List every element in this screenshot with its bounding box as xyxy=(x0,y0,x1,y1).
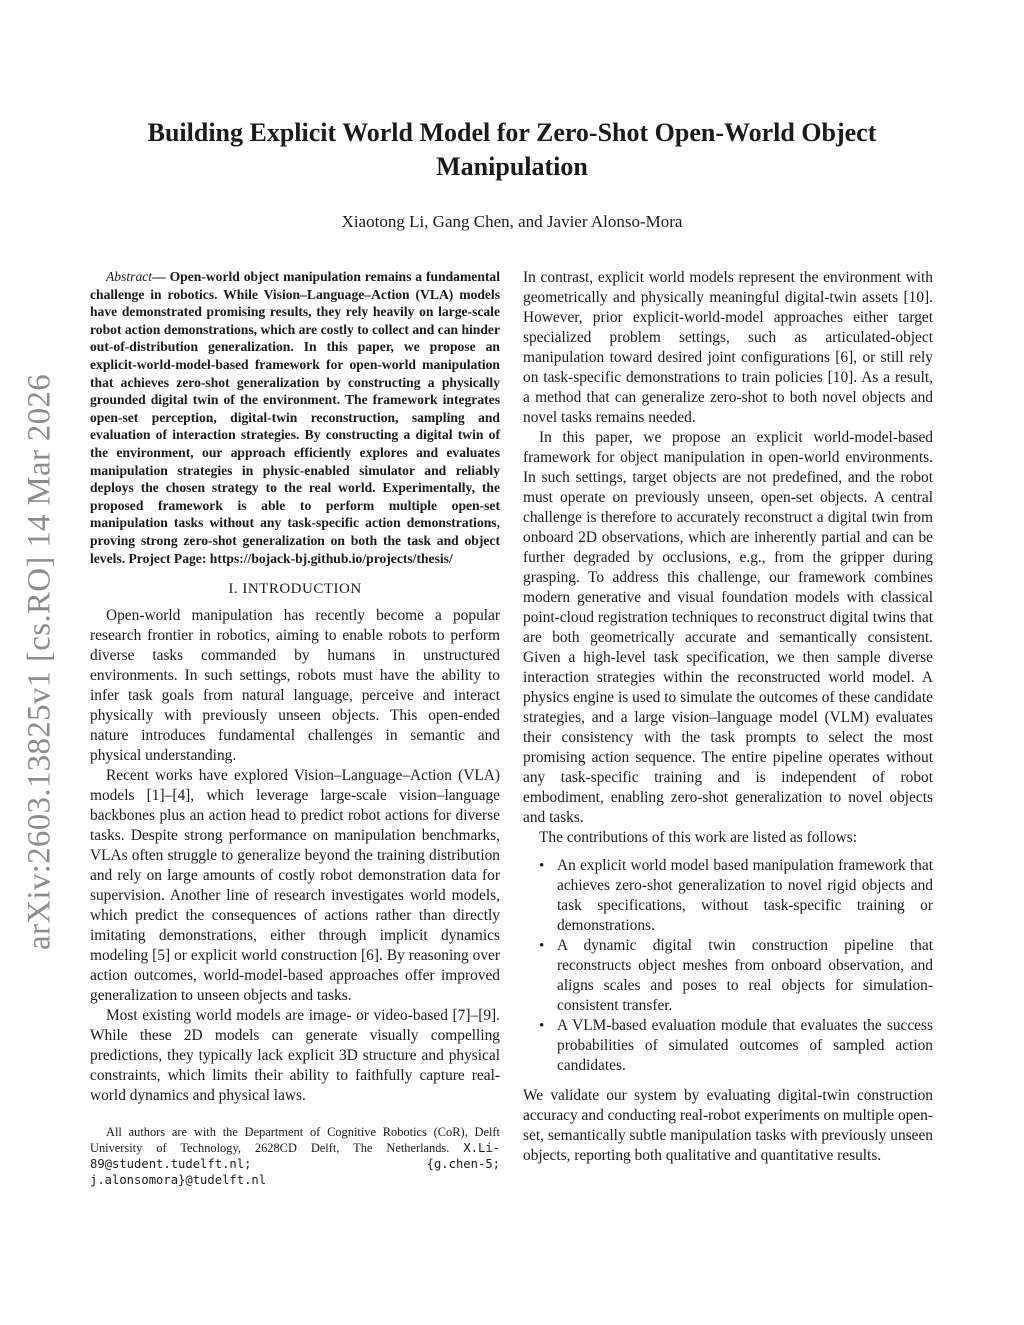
contribution-item xyxy=(523,856,933,936)
left-column xyxy=(90,268,500,1188)
right-paragraph-2: In this paper, we propose an explicit world-model-based framework for object manipulation in open-world environments. In such settings, target objects are not predefined, and the robot must operate on previously unseen, open-set objects. A central challenge is therefore to accurately reconstruct a digital twin from onboard 2D observations, which are inherently partial and can be further degraded by occlusions, e.g., from the gripper during grasping. To address this challenge, our framework combines modern generative and visual foundation models with classical point-cloud registration techniques to reconstruct digital twins that are both geometrically accurate and semantically consistent. Given a high-level task specification, we then sample diverse interaction strategies within the reconstructed world model. A physics engine is used to simulate the outcomes of these candidate strategies, and a large vision–language model (VLM) evaluates their consistency with the task prompts to select the most promising action sequence. The entire pipeline operates without any task-specific training and is independent of robot embodiment, enabling zero-shot generalization to novel objects and tasks. xyxy=(523,429,933,826)
abstract xyxy=(90,268,500,567)
contributions-intro: The contributions of this work are listed as follows: xyxy=(539,829,858,846)
author-list: Xiaotong Li, Gang Chen, and Javier Alonso-Mora xyxy=(341,212,683,231)
bullet-icon: • xyxy=(539,1018,545,1034)
paper-title xyxy=(100,116,924,184)
contribution-item xyxy=(523,936,933,1016)
contribution-item xyxy=(523,1016,933,1076)
right-paragraph-1: In contrast, explicit world models represent the environment with geometrically and physically meaningful digital-twin assets [10]. However, prior explicit-world-model approaches either target specialized problem settings, such as articulated-object manipulation toward desired joint configurations [6], or still rely on task-specific demonstrations to train policies [10]. As a result, a method that can generalize zero-shot to both novel objects and novel tasks remains needed. xyxy=(523,269,933,426)
contributions-list xyxy=(523,856,933,1076)
closing-paragraph: We validate our system by evaluating digital-twin construction accuracy and conducting real-robot experiments on multiple open-set, semantically subtle manipulation tasks with previously unseen objects, reporting both qualitative and quantitative results. xyxy=(523,1087,933,1164)
abstract-text: Open-world object manipulation remains a fundamental challenge in robotics. While Vision–Language–Action (VLA) models have demonstrated promising results, they rely heavily on large-scale robot action demonstrations, which are costly to collect and can hinder out-of-distribution generalization. In this paper, we propose an explicit-world-model-based framework for open-world manipulation that achieves zero-shot generalization by constructing a physically grounded digital twin of the environment. The framework integrates open-set perception, digital-twin reconstruction, sampling and evaluation of interaction strategies. By constructing a digital twin of the environment, our approach efficiently explores and evaluates manipulation strategies in physic-enabled simulator and reliably deploys the chosen strategy to the real world. Experimentally, the proposed framework is able to perform multiple open-set manipulation tasks without any task-specific action demonstrations, proving strong zero-shot generalization on both the task and object levels. Project Page: https://bojack-bj.github.io/projects/thesis/ xyxy=(90,269,500,566)
bullet-icon: • xyxy=(539,938,545,954)
footnote-emails: X.Li-89@student.tudelft.nl; {g.chen-5; j.alonsomora}@tudelft.nl xyxy=(90,1141,500,1188)
contribution-text: A VLM-based evaluation module that evaluates the success probabilities of simulated outcomes of sampled action candidates. xyxy=(557,1017,933,1074)
intro-paragraph-2: Recent works have explored Vision–Language–Action (VLA) models [1]–[4], which leverage large-scale vision–language backbones plus an action head to predict robot actions for diverse tasks. Despite strong performance on manipulation benchmarks, VLAs often struggle to generalize beyond the training distribution and rely on large amounts of costly robot demonstration data for supervision. Another line of research investigates world models, which predict the consequences of actions rather than directly imitating demonstrations, either through implicit dynamics modeling [5] or explicit world construction [6]. By reasoning over action outcomes, world-model-based approaches offer improved generalization to unseen objects and tasks. xyxy=(90,767,500,1005)
section-title-rest: NTRODUCTION xyxy=(247,581,362,598)
footnote-text: All authors are with the Department of Cognitive Robotics (CoR), Delft University of Technology, 2628CD Delft, The Netherlands. xyxy=(90,1125,500,1156)
bullet-icon: • xyxy=(539,858,545,874)
intro-paragraph-3: Most existing world models are image- or video-based [7]–[9]. While these 2D models can generate visually compelling predictions, they typically lack explicit 3D structure and physical constraints, which limits their ability to faithfully capture real-world dynamics and physical laws. xyxy=(90,1007,500,1105)
contribution-text: A dynamic digital twin construction pipeline that reconstructs object meshes from onboard observation, and aligns scales and poses to real objects for simulation-consistent transfer. xyxy=(557,937,933,1014)
abstract-label: Abstract xyxy=(106,269,153,284)
section-title-initial: I xyxy=(242,581,248,598)
intro-paragraph-1: Open-world manipulation has recently become a popular research frontier in robotics, aiming to enable robots to perform diverse tasks commanded by humans in unstructured environments. In such settings, robots must have the ability to infer task goals from natural language, perceive and interact physically with previously unseen objects. This open-ended nature introduces fundamental challenges in semantic and physical understanding. xyxy=(90,607,500,765)
arxiv-identifier-stamp: arXiv:2603.13825v1 [cs.RO] 14 Mar 2026 xyxy=(21,374,58,950)
section-heading-introduction xyxy=(90,579,500,599)
right-column xyxy=(523,268,933,1166)
title-line-2: Manipulation xyxy=(436,152,588,181)
author-affiliation-footnote xyxy=(90,1124,500,1188)
contribution-text: An explicit world model based manipulation framework that achieves zero-shot generalization to novel rigid objects and task specifications, without task-specific training or demonstrations. xyxy=(557,857,933,934)
abstract-dash: — xyxy=(152,269,170,284)
title-line-1: Building Explicit World Model for Zero-Shot Open-World Object xyxy=(147,118,877,147)
section-numeral: I. xyxy=(228,581,243,598)
